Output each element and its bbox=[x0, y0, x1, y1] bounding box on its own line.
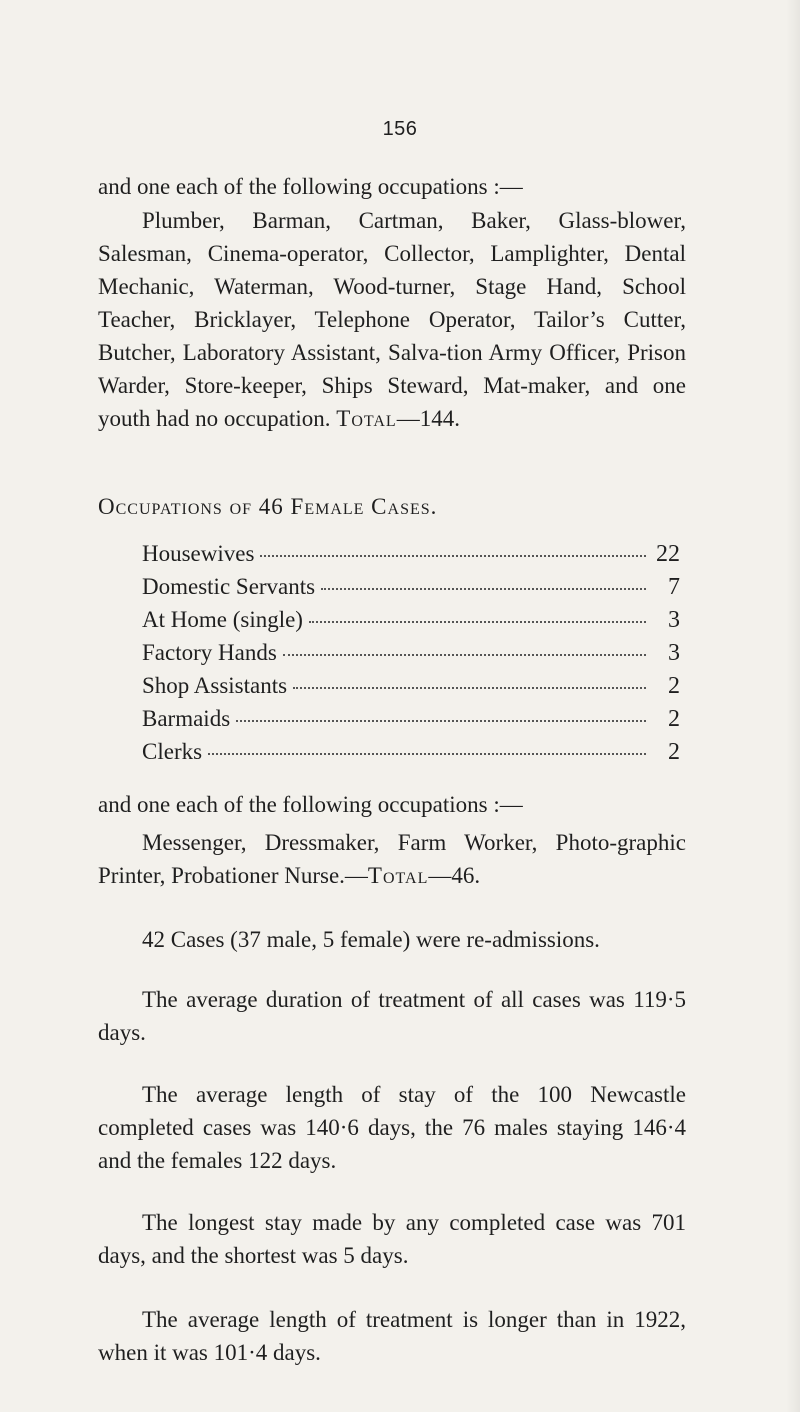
page-edge-shadow bbox=[786, 0, 800, 1412]
dot-leader bbox=[260, 554, 646, 557]
row-count: 7 bbox=[668, 574, 680, 600]
row-count: 3 bbox=[668, 607, 680, 633]
table-row bbox=[142, 636, 680, 669]
table-row bbox=[142, 537, 680, 570]
row-label: Barmaids bbox=[142, 706, 231, 731]
page-number: 156 bbox=[382, 118, 418, 140]
table-row bbox=[142, 702, 680, 735]
dot-leader bbox=[321, 587, 646, 590]
row-label: Clerks bbox=[142, 739, 203, 764]
table-row bbox=[142, 735, 680, 768]
female-occupations-heading: Occupations of 46 Female Cases. bbox=[98, 494, 438, 519]
dot-leader bbox=[283, 653, 646, 656]
row-label: At Home (single) bbox=[142, 607, 303, 632]
male-occupations-text: Plumber, Barman, Cartman, Baker, Glass-blower, Salesman, Cinema-operator, Collector, Lamplighter, Dental Mechanic, Waterman, Wood-turner, Stage Hand, School Teacher, Bricklayer, Telephone Operator, Tailor’s Cutter, Butcher, Laboratory Assistant, Salva-tion Army Officer, Prison Warder, Store-keeper, Ships Steward, Mat-maker, and one youth had no occupation. bbox=[98, 208, 686, 431]
male-occupations-list bbox=[98, 204, 686, 435]
table-row bbox=[142, 603, 680, 636]
row-label: Factory Hands bbox=[142, 640, 277, 665]
dot-leader bbox=[309, 620, 646, 623]
female-occupations-table bbox=[142, 537, 680, 768]
row-count: 22 bbox=[656, 541, 680, 567]
female-occupations-text: Messenger, Dressmaker, Farm Worker, Photo-graphic Printer, Probationer Nurse.— bbox=[98, 830, 686, 888]
table-row bbox=[142, 669, 680, 702]
row-count: 3 bbox=[668, 640, 680, 666]
dot-leader bbox=[293, 686, 646, 689]
female-total-value: —46. bbox=[428, 863, 481, 888]
female-total-label: Total bbox=[367, 863, 429, 888]
average-stay-paragraph: The average length of stay of the 100 Newcastle completed cases was 140·6 days, the 76 males staying 146·4 and the females 122 days. bbox=[98, 1082, 686, 1173]
row-count: 2 bbox=[668, 706, 680, 732]
male-total-value: —144. bbox=[396, 406, 460, 431]
row-count: 2 bbox=[668, 673, 680, 699]
dot-leader bbox=[236, 719, 646, 722]
male-occupations-intro: and one each of the following occupations :— bbox=[98, 174, 523, 199]
row-label: Domestic Servants bbox=[142, 574, 316, 599]
row-count: 2 bbox=[668, 739, 680, 765]
row-label: Shop Assistants bbox=[142, 673, 288, 698]
female-occupations-list bbox=[98, 826, 686, 892]
dot-leader bbox=[208, 752, 646, 755]
longest-stay-paragraph: The longest stay made by any completed case was 701 days, and the shortest was 5 days. bbox=[98, 1210, 686, 1268]
readmissions-paragraph: 42 Cases (37 male, 5 female) were re-admissions. bbox=[142, 927, 600, 952]
average-duration-paragraph: The average duration of treatment of all cases was 119·5 days. bbox=[98, 987, 686, 1045]
male-total-label: Total bbox=[336, 406, 397, 431]
comparison-paragraph: The average length of treatment is longer than in 1922, when it was 101·4 days. bbox=[98, 1307, 686, 1365]
female-occupations-intro: and one each of the following occupations :— bbox=[98, 792, 523, 817]
table-row bbox=[142, 570, 680, 603]
row-label: Housewives bbox=[142, 541, 255, 566]
